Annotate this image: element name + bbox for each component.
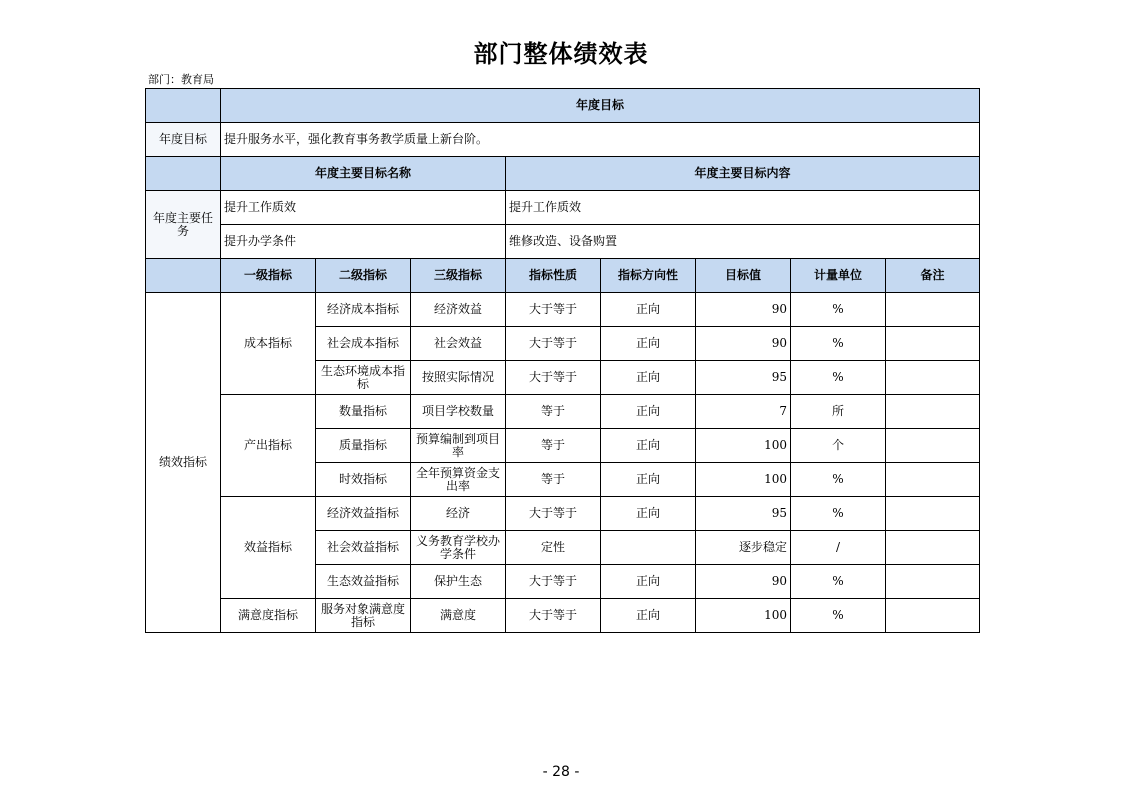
level3-cell: 全年预算资金支出率 xyxy=(411,463,506,497)
tasks-header-blank-cell xyxy=(146,157,221,191)
target-value-cell: 90 xyxy=(696,565,791,599)
nature-cell: 大于等于 xyxy=(506,497,601,531)
level3-cell: 按照实际情况 xyxy=(411,361,506,395)
annual-goal-text: 提升服务水平，强化教育事务教学质量上新台阶。 xyxy=(221,123,980,157)
level2-cell: 社会成本指标 xyxy=(316,327,411,361)
task-content: 提升工作质效 xyxy=(506,191,980,225)
note-cell xyxy=(886,565,980,599)
unit-cell: / xyxy=(791,531,886,565)
note-cell xyxy=(886,429,980,463)
nature-cell: 等于 xyxy=(506,429,601,463)
unit-cell: % xyxy=(791,361,886,395)
note-cell xyxy=(886,463,980,497)
target-value-cell: 95 xyxy=(696,497,791,531)
level3-cell: 经济 xyxy=(411,497,506,531)
target-value-cell: 逐步稳定 xyxy=(696,531,791,565)
direction-cell: 正向 xyxy=(601,395,696,429)
unit-cell: 所 xyxy=(791,395,886,429)
note-cell xyxy=(886,599,980,633)
performance-table xyxy=(145,88,980,633)
direction-cell: 正向 xyxy=(601,497,696,531)
level2-cell: 服务对象满意度指标 xyxy=(316,599,411,633)
direction-cell: 正向 xyxy=(601,293,696,327)
header-blank-cell xyxy=(146,89,221,123)
unit-cell: % xyxy=(791,327,886,361)
unit-cell: % xyxy=(791,599,886,633)
target-value-cell: 7 xyxy=(696,395,791,429)
indicator-col-header: 计量单位 xyxy=(791,259,886,293)
indicator-col-header: 三级指标 xyxy=(411,259,506,293)
level3-cell: 社会效益 xyxy=(411,327,506,361)
indicators-label: 绩效指标 xyxy=(146,293,221,633)
note-cell xyxy=(886,293,980,327)
direction-cell: 正向 xyxy=(601,429,696,463)
unit-cell: % xyxy=(791,497,886,531)
level3-cell: 经济效益 xyxy=(411,293,506,327)
level3-cell: 保护生态 xyxy=(411,565,506,599)
nature-cell: 大于等于 xyxy=(506,327,601,361)
nature-cell: 等于 xyxy=(506,463,601,497)
level3-cell: 预算编制到项目率 xyxy=(411,429,506,463)
level2-cell: 质量指标 xyxy=(316,429,411,463)
direction-cell: 正向 xyxy=(601,463,696,497)
direction-cell: 正向 xyxy=(601,327,696,361)
level1-cell: 效益指标 xyxy=(221,497,316,599)
level3-cell: 满意度 xyxy=(411,599,506,633)
note-cell xyxy=(886,361,980,395)
target-value-cell: 95 xyxy=(696,361,791,395)
task-content-header: 年度主要目标内容 xyxy=(506,157,980,191)
note-cell xyxy=(886,497,980,531)
level2-cell: 时效指标 xyxy=(316,463,411,497)
target-value-cell: 90 xyxy=(696,327,791,361)
level2-cell: 社会效益指标 xyxy=(316,531,411,565)
unit-cell: % xyxy=(791,463,886,497)
task-name: 提升办学条件 xyxy=(221,225,506,259)
direction-cell: 正向 xyxy=(601,599,696,633)
indicator-row xyxy=(146,497,980,531)
indicator-col-header: 指标性质 xyxy=(506,259,601,293)
note-cell xyxy=(886,531,980,565)
indicator-col-header: 二级指标 xyxy=(316,259,411,293)
annual-goal-header: 年度目标 xyxy=(221,89,980,123)
level1-cell: 满意度指标 xyxy=(221,599,316,633)
page-title: 部门整体绩效表 xyxy=(473,40,649,68)
unit-cell: % xyxy=(791,293,886,327)
level2-cell: 经济效益指标 xyxy=(316,497,411,531)
target-value-cell: 100 xyxy=(696,429,791,463)
indicator-col-header: 指标方向性 xyxy=(601,259,696,293)
unit-cell: 个 xyxy=(791,429,886,463)
nature-cell: 大于等于 xyxy=(506,293,601,327)
level3-cell: 项目学校数量 xyxy=(411,395,506,429)
indicator-col-header: 备注 xyxy=(886,259,980,293)
target-value-cell: 90 xyxy=(696,293,791,327)
level3-cell: 义务教育学校办学条件 xyxy=(411,531,506,565)
nature-cell: 大于等于 xyxy=(506,565,601,599)
target-value-cell: 100 xyxy=(696,463,791,497)
note-cell xyxy=(886,395,980,429)
direction-cell: 正向 xyxy=(601,565,696,599)
level1-cell: 成本指标 xyxy=(221,293,316,395)
note-cell xyxy=(886,327,980,361)
page-number: - 28 - xyxy=(542,764,580,780)
main-tasks-label: 年度主要任务 xyxy=(146,191,221,259)
level2-cell: 生态效益指标 xyxy=(316,565,411,599)
nature-cell: 等于 xyxy=(506,395,601,429)
task-name-header: 年度主要目标名称 xyxy=(221,157,506,191)
direction-cell xyxy=(601,531,696,565)
indicator-header-blank-cell xyxy=(146,259,221,293)
nature-cell: 定性 xyxy=(506,531,601,565)
level1-cell: 产出指标 xyxy=(221,395,316,497)
task-content: 维修改造、设备购置 xyxy=(506,225,980,259)
level2-cell: 数量指标 xyxy=(316,395,411,429)
nature-cell: 大于等于 xyxy=(506,599,601,633)
indicator-row xyxy=(146,599,980,633)
nature-cell: 大于等于 xyxy=(506,361,601,395)
indicator-col-header: 目标值 xyxy=(696,259,791,293)
indicator-col-header: 一级指标 xyxy=(221,259,316,293)
task-name: 提升工作质效 xyxy=(221,191,506,225)
target-value-cell: 100 xyxy=(696,599,791,633)
indicator-row xyxy=(146,395,980,429)
annual-goal-label: 年度目标 xyxy=(146,123,221,157)
level2-cell: 生态环境成本指标 xyxy=(316,361,411,395)
indicator-row xyxy=(146,293,980,327)
direction-cell: 正向 xyxy=(601,361,696,395)
department-label: 部门：教育局 xyxy=(148,73,214,86)
level2-cell: 经济成本指标 xyxy=(316,293,411,327)
unit-cell: % xyxy=(791,565,886,599)
